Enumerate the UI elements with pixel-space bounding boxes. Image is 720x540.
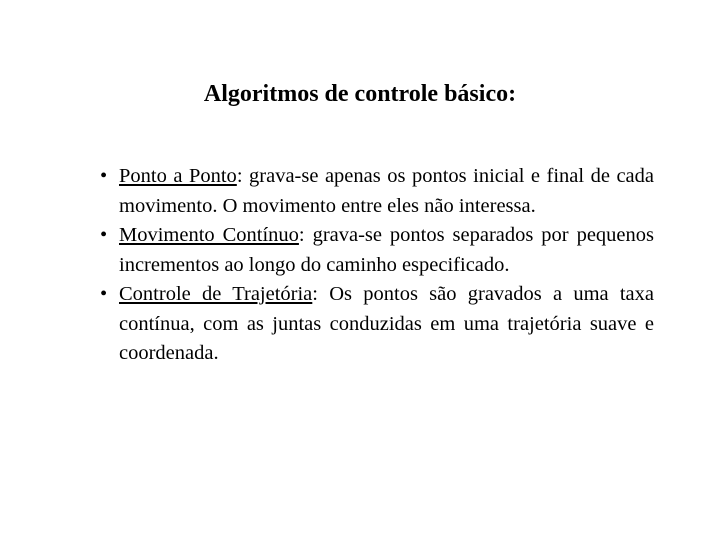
bullet-text: Os pontos são gravados a uma taxa contínua, com as juntas conduzidas em uma trajetória suave e coordenada.	[119, 283, 654, 364]
list-item-ponto-a-ponto	[100, 162, 654, 221]
bullet-text: grava-se pontos separados por pequenos incrementos ao longo do caminho especificado.	[119, 224, 654, 276]
bullet-icon: •	[100, 283, 108, 305]
bullet-separator: :	[298, 224, 305, 246]
list-item-movimento-continuo	[100, 221, 654, 280]
list-item-controle-de-trajetoria	[100, 280, 654, 369]
bullet-separator: :	[312, 283, 318, 305]
bullet-icon: •	[100, 224, 108, 246]
bullet-term: Controle de Trajetória	[119, 283, 313, 305]
bullet-separator: :	[236, 165, 243, 187]
bullet-text: grava-se apenas os pontos inicial e final de cada movimento. O movimento entre eles não interessa.	[119, 165, 654, 217]
bullet-list	[100, 162, 654, 369]
bullet-term: Movimento Contínuo	[119, 224, 299, 246]
slide-title: Algoritmos de controle básico:	[203, 81, 517, 107]
bullet-icon: •	[100, 165, 108, 187]
bullet-term: Ponto a Ponto	[119, 165, 237, 187]
